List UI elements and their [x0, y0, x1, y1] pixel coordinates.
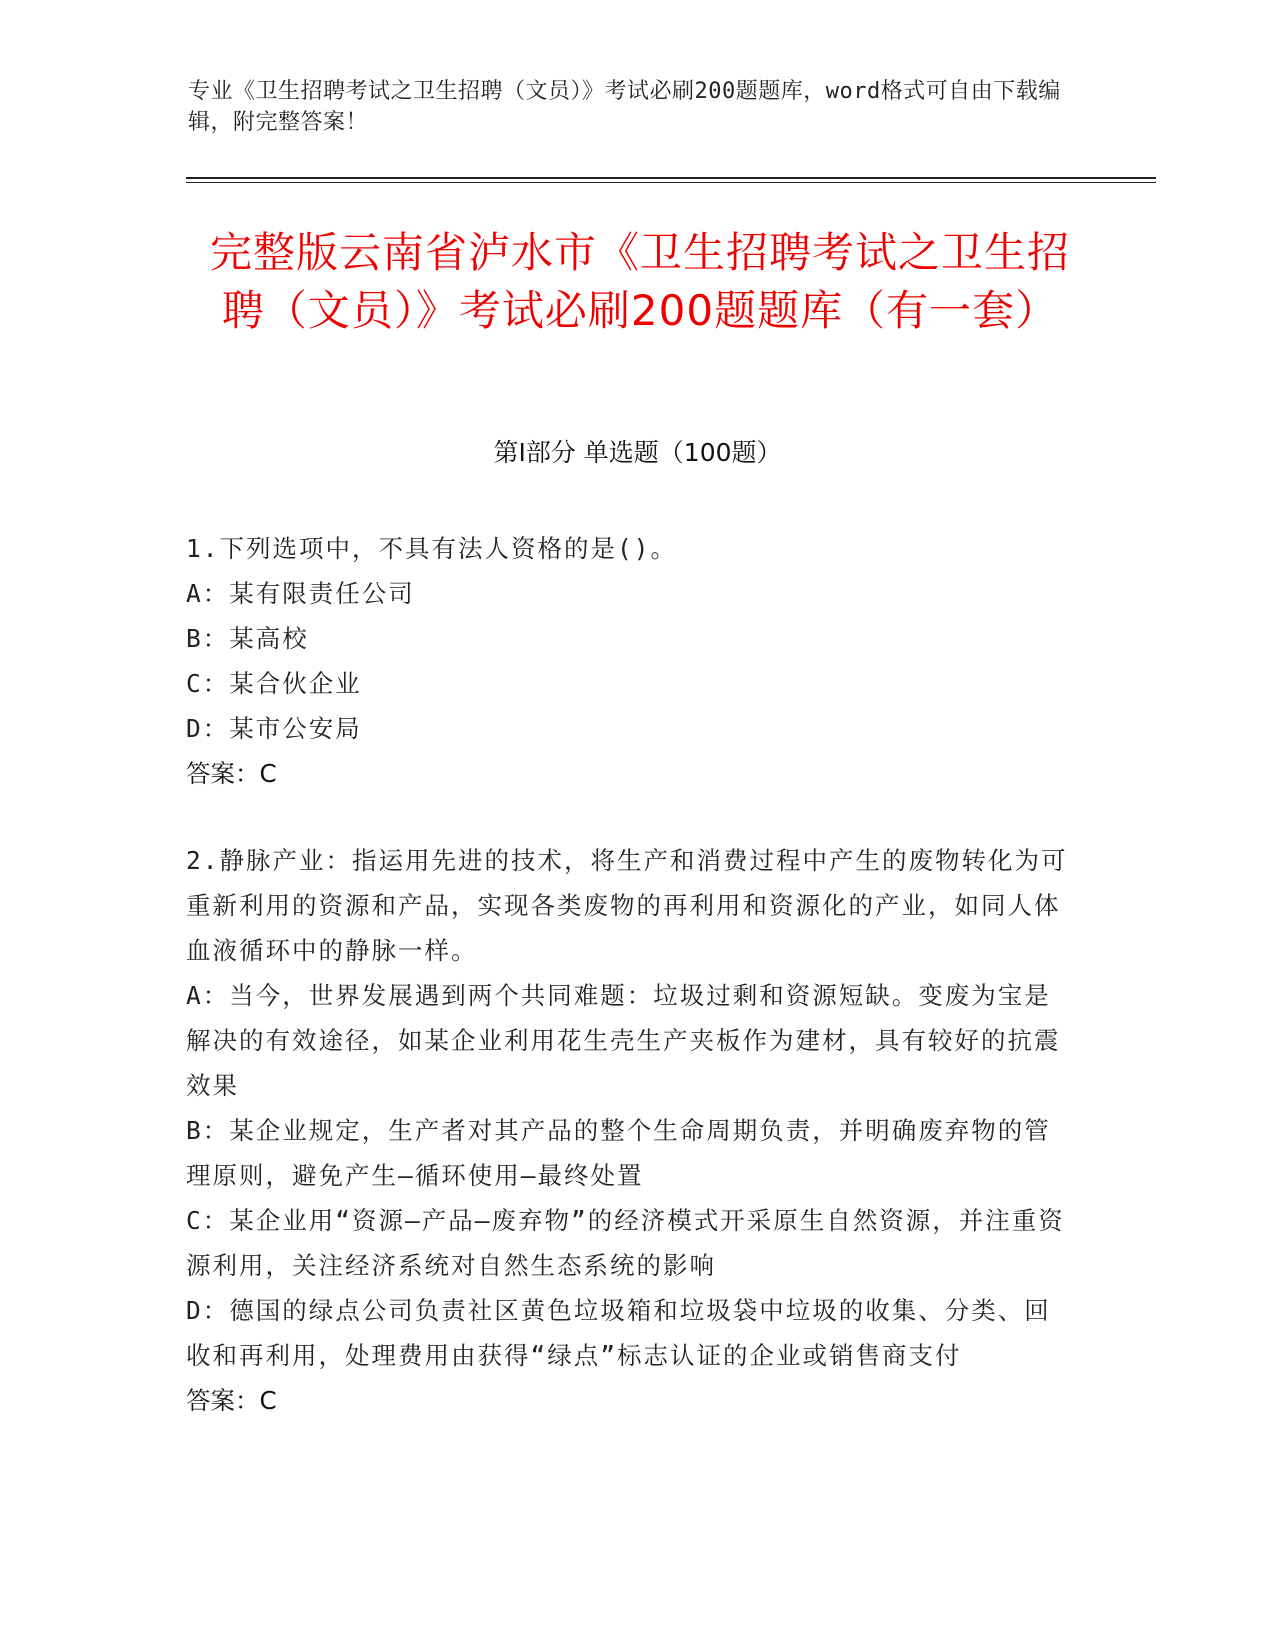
option-b: B：某高校 — [186, 624, 309, 653]
answer-line: 答案：C — [186, 1386, 277, 1415]
option-a: A：某有限责任公司 — [186, 579, 415, 608]
question-stem: 1.下列选项中，不具有法人资格的是()。 — [186, 534, 677, 563]
answer-line: 答案：C — [186, 759, 277, 788]
option-d: D：某市公安局 — [186, 714, 362, 743]
question-list — [186, 526, 1076, 1465]
option-b: B：某企业规定，生产者对其产品的整个生命周期负责，并明确废弃物的管理原则，避免产生—循环使用—最终处置 — [186, 1116, 1051, 1190]
question-2 — [186, 838, 1076, 1423]
section-heading: 第I部分 单选题（100题） — [493, 438, 782, 467]
header-note: 专业《卫生招聘考试之卫生招聘（文员）》考试必刷200题题库，word格式可自由下载编辑，附完整答案！ — [188, 79, 1061, 135]
header-divider-thin — [186, 182, 1156, 183]
option-c: C：某企业用“资源—产品—废弃物”的经济模式开采原生自然资源，并注重资源利用，关注经济系统对自然生态系统的影响 — [186, 1206, 1065, 1280]
option-a: A：当今，世界发展遇到两个共同难题：垃圾过剩和资源短缺。变废为宝是解决的有效途径，如某企业利用花生壳生产夹板作为建材，具有较好的抗震效果 — [186, 981, 1061, 1100]
header-divider-thick — [186, 177, 1156, 179]
option-d: D：德国的绿点公司负责社区黄色垃圾箱和垃圾袋中垃圾的收集、分类、回收和再利用，处理费用由获得“绿点”标志认证的企业或销售商支付 — [186, 1296, 1051, 1370]
question-stem: 2.静脉产业：指运用先进的技术，将生产和消费过程中产生的废物转化为可重新利用的资源和产品，实现各类废物的再利用和资源化的产业，如同人体血液循环中的静脉一样。 — [186, 846, 1068, 965]
option-c: C：某合伙企业 — [186, 669, 362, 698]
question-1 — [186, 526, 1076, 796]
document-title: 完整版云南省泸水市《卫生招聘考试之卫生招聘（文员）》考试必刷200题题库（有一套） — [209, 228, 1070, 335]
